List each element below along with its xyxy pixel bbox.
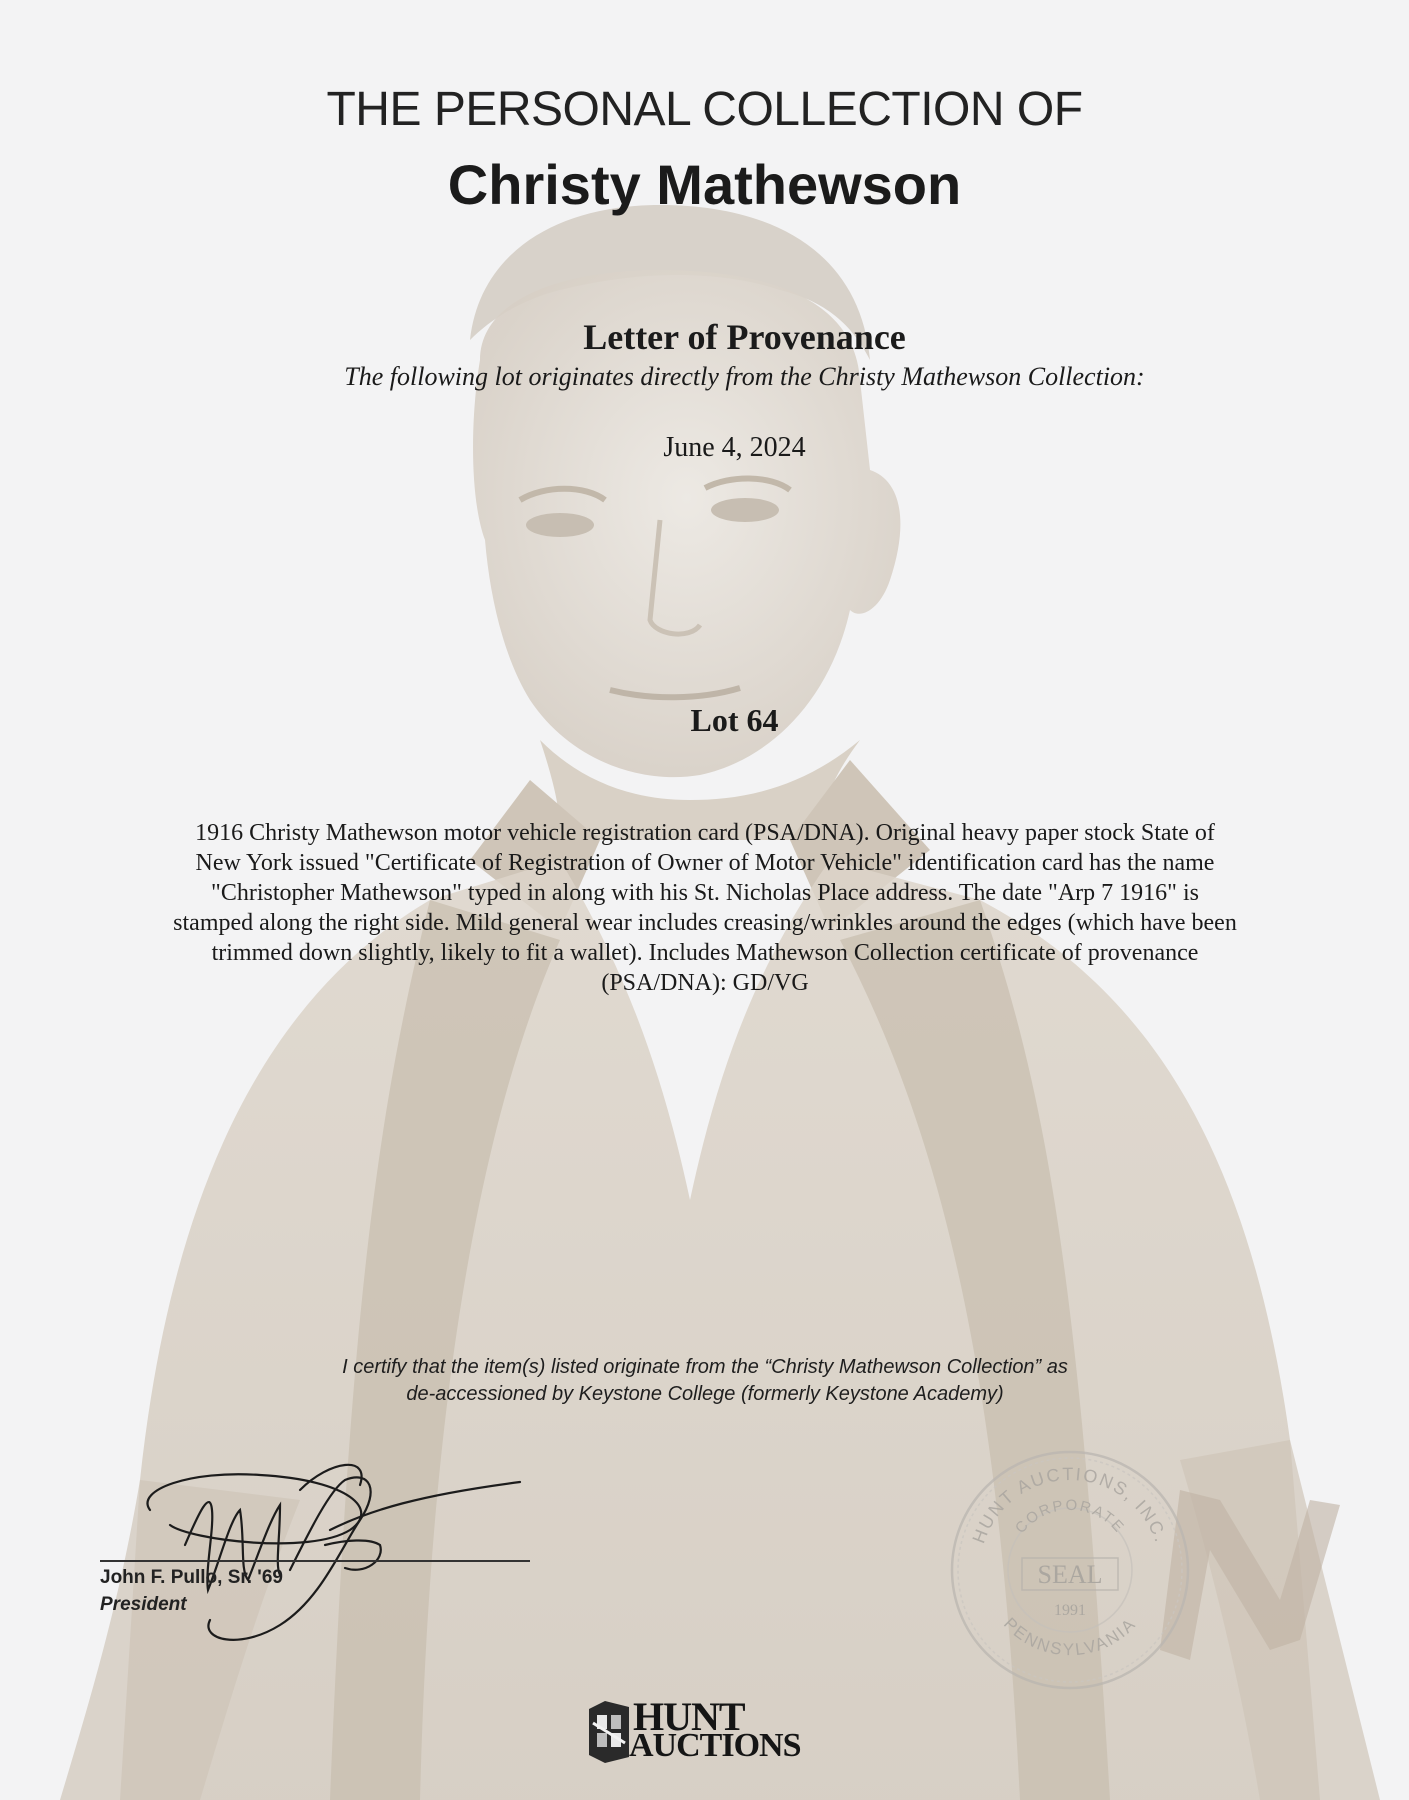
svg-text:CORPORATE xyxy=(1012,1497,1128,1537)
seal-text-mid: CORPORATE xyxy=(1011,1496,1129,1537)
corporate-seal-emboss xyxy=(940,1440,1200,1700)
letter-heading: Letter of Provenance xyxy=(583,317,906,357)
logo-text-auctions: AUCTIONS xyxy=(629,1727,801,1764)
lot-number: Lot 64 xyxy=(690,702,779,738)
signer-name: John F. Pullo, Sr. '69 xyxy=(100,1567,283,1588)
certification-line-1: I certify that the item(s) listed originate from the “Christy Mathewson Collection” as xyxy=(342,1356,1068,1378)
certification-line-2: de-accessioned by Keystone College (formerly Keystone Academy) xyxy=(406,1383,1004,1405)
signer-title: President xyxy=(100,1594,187,1615)
certification-statement xyxy=(270,1354,1140,1408)
letter-date: June 4, 2024 xyxy=(663,432,806,463)
handwritten-signature xyxy=(130,1450,530,1650)
svg-text:PENNSYLVANIA xyxy=(1000,1614,1140,1659)
collection-header: THE PERSONAL COLLECTION OF xyxy=(326,83,1083,136)
seal-text-top: HUNT AUCTIONS, INC. xyxy=(968,1463,1172,1546)
letter-subheading: The following lot originates directly from the Christy Mathewson Collection: xyxy=(344,362,1145,391)
logo-text-hunt: HUNT xyxy=(633,1694,745,1739)
hunt-auctions-logo xyxy=(585,1695,825,1775)
seal-text-bottom: PENNSYLVANIA xyxy=(1000,1613,1140,1660)
hunt-auctions-emblem-icon xyxy=(585,1699,633,1765)
seal-year: 1991 xyxy=(1054,1602,1086,1619)
seal-text-center: SEAL xyxy=(1037,1560,1103,1589)
signature-line xyxy=(100,1560,530,1562)
lot-description: 1916 Christy Mathewson motor vehicle registration card (PSA/DNA). Original heavy paper stock State of New York issued "Certificate of Registration of Owner of Motor Vehicle" identification card has the name "Christopher Mathewson" typed in along with his St. Nicholas Place address. The date "Arp 7 1916" is stamped along the right side. Mild general wear includes creasing/wrinkles around the edges (which have been trimmed down slightly, likely to fit a wallet). Includes Mathewson Collection certificate of provenance (PSA/DNA): GD/VG xyxy=(173,820,1237,996)
collection-owner-name: Christy Mathewson xyxy=(447,153,962,216)
